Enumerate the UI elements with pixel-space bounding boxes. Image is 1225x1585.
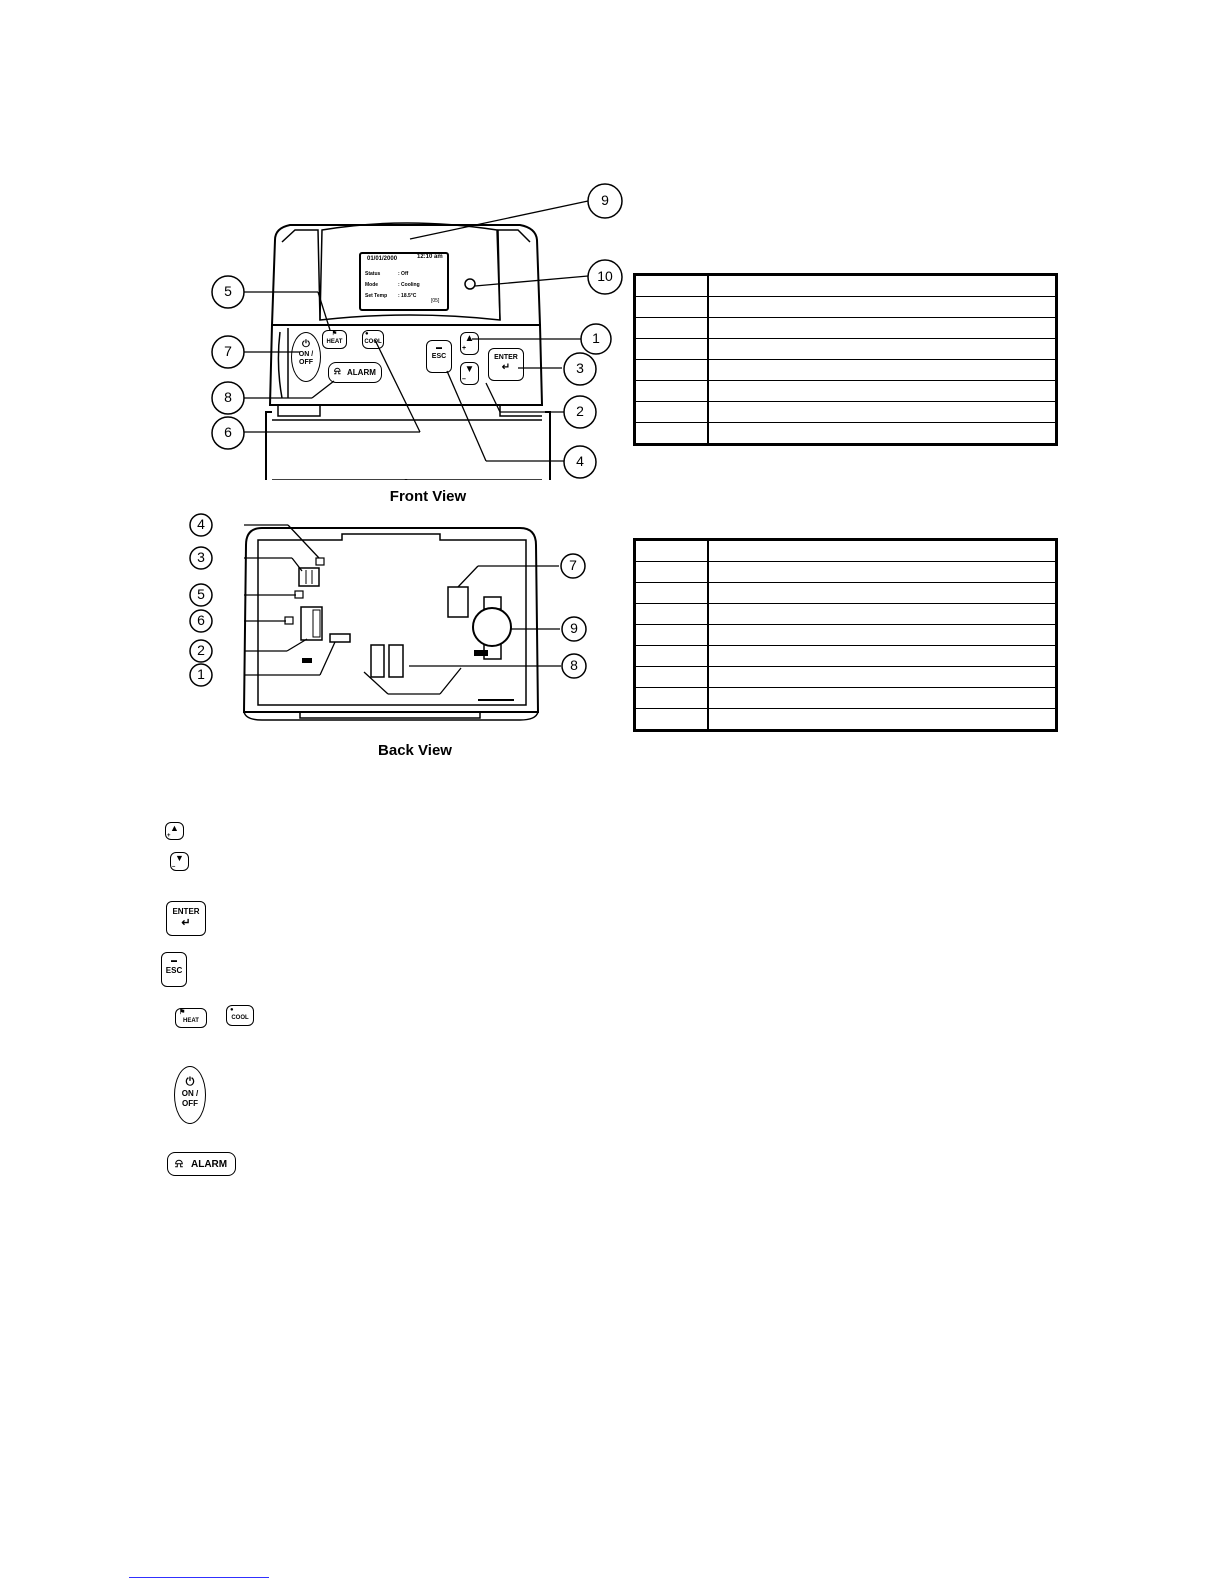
table-row	[635, 625, 1057, 646]
front-callout-8: 8	[224, 389, 232, 405]
table-row	[635, 360, 1057, 381]
front-callout-1: 1	[592, 330, 600, 346]
jumper-5	[295, 591, 303, 598]
table-row	[635, 339, 1057, 360]
table-row	[635, 540, 1057, 562]
esc-bar-icon: ▬	[171, 958, 177, 964]
legend-esc-label: ESC	[165, 966, 183, 975]
front-view-table	[633, 273, 1058, 446]
connector-7	[448, 587, 468, 617]
legend-up-icon	[165, 822, 184, 840]
heat-label: HEAT	[326, 339, 343, 345]
cool-dot-icon: ●	[365, 331, 369, 337]
back-callout-4: 4	[197, 516, 205, 532]
cool-dot-icon: ●	[230, 1007, 234, 1013]
back-callout-9: 9	[570, 620, 578, 636]
bell-icon: ⍾	[175, 1156, 183, 1170]
display-mode-label: Mode	[365, 282, 379, 288]
legend-down-icon	[170, 852, 189, 871]
legend-heat-label: HEAT	[183, 1018, 199, 1024]
legend-heat-icon	[175, 1008, 207, 1028]
front-view-caption: Front View	[389, 488, 467, 505]
display-status-value: : Off	[398, 271, 409, 277]
back-callout-1: 1	[197, 666, 205, 682]
table-row	[635, 318, 1057, 339]
table-row	[635, 423, 1057, 445]
back-callout-5: 5	[197, 586, 205, 602]
table-row	[635, 688, 1057, 709]
back-callout-3: 3	[197, 549, 205, 565]
jumper-4	[316, 558, 324, 565]
connector-8a	[371, 645, 384, 677]
legend-enter-icon	[166, 901, 206, 936]
back-view-table	[633, 538, 1058, 732]
display-corner: [05]	[431, 298, 440, 304]
enter-arrow-icon: ↵	[181, 917, 191, 929]
legend-enter-label: ENTER	[172, 907, 200, 916]
battery	[473, 608, 511, 646]
legend-cool-label: COOL	[231, 1015, 249, 1021]
front-callout-6: 6	[224, 424, 232, 440]
back-callout-6: 6	[197, 612, 205, 628]
legend-on-off-label: ON / OFF	[181, 1089, 199, 1108]
legend-esc-icon	[161, 952, 187, 987]
front-callout-2: 2	[576, 403, 584, 419]
enter-label: ENTER	[494, 354, 518, 361]
table-row	[635, 402, 1057, 423]
table-row	[635, 709, 1057, 731]
enter-arrow-icon: ↵	[501, 362, 511, 373]
table-row	[635, 604, 1057, 625]
table-row	[635, 297, 1057, 318]
legend-alarm-icon	[167, 1152, 236, 1176]
bell-icon: ⍾	[334, 366, 341, 377]
display-status-label: Status	[365, 271, 381, 277]
display-mode-value: : Cooling	[398, 282, 420, 288]
alarm-label: ALARM	[347, 368, 376, 377]
heat-flag-icon: ⚑	[179, 1009, 186, 1016]
esc-label: ESC	[431, 353, 447, 360]
down-arrow-icon: ▼	[175, 853, 184, 863]
connector-2	[301, 607, 322, 640]
table-row	[635, 583, 1057, 604]
plus-icon: +	[167, 833, 171, 839]
power-icon: ⏻	[302, 339, 310, 350]
back-view-caption: Back View	[378, 742, 452, 759]
connector-1	[330, 634, 350, 642]
back-callout-2: 2	[197, 642, 205, 658]
display-date: 01/01/2000	[367, 256, 398, 262]
front-callout-3: 3	[576, 360, 584, 376]
footnote-rule	[129, 1577, 269, 1578]
table-row	[635, 667, 1057, 688]
front-callout-9: 9	[601, 192, 609, 208]
front-callout-5: 5	[224, 283, 232, 299]
up-arrow-icon: ▲	[464, 333, 475, 344]
table-row	[635, 381, 1057, 402]
minus-icon: –	[172, 864, 176, 870]
display-time: 12:10 am	[417, 254, 443, 260]
plus-icon: +	[462, 345, 467, 352]
table-row	[635, 646, 1057, 667]
display-settemp-label: Set Temp	[365, 293, 388, 299]
cool-label: COOL	[364, 339, 382, 345]
legend-on-off-icon	[174, 1066, 206, 1124]
table-row	[635, 562, 1057, 583]
minus-icon: –	[462, 376, 466, 383]
front-callout-7: 7	[224, 343, 232, 359]
heat-flag-icon: ⚑	[331, 331, 338, 337]
back-view-diagram	[0, 500, 640, 750]
display-settemp-value: : 18.5°C	[398, 293, 417, 299]
legend-cool-icon	[226, 1005, 254, 1026]
jumper-6	[285, 617, 293, 624]
back-callout-8: 8	[570, 657, 578, 673]
table-row	[635, 275, 1057, 297]
front-callout-4: 4	[576, 453, 584, 469]
down-arrow-icon: ▼	[464, 364, 475, 375]
power-icon: ⏻	[185, 1076, 195, 1088]
esc-bar-icon: ▬	[436, 345, 442, 351]
connector-8b	[389, 645, 403, 677]
back-callout-7: 7	[569, 557, 577, 573]
up-arrow-icon: ▲	[170, 823, 179, 833]
on-off-label: ON / OFF	[298, 351, 314, 366]
legend-alarm-label: ALARM	[191, 1159, 228, 1170]
front-callout-10: 10	[597, 268, 613, 284]
